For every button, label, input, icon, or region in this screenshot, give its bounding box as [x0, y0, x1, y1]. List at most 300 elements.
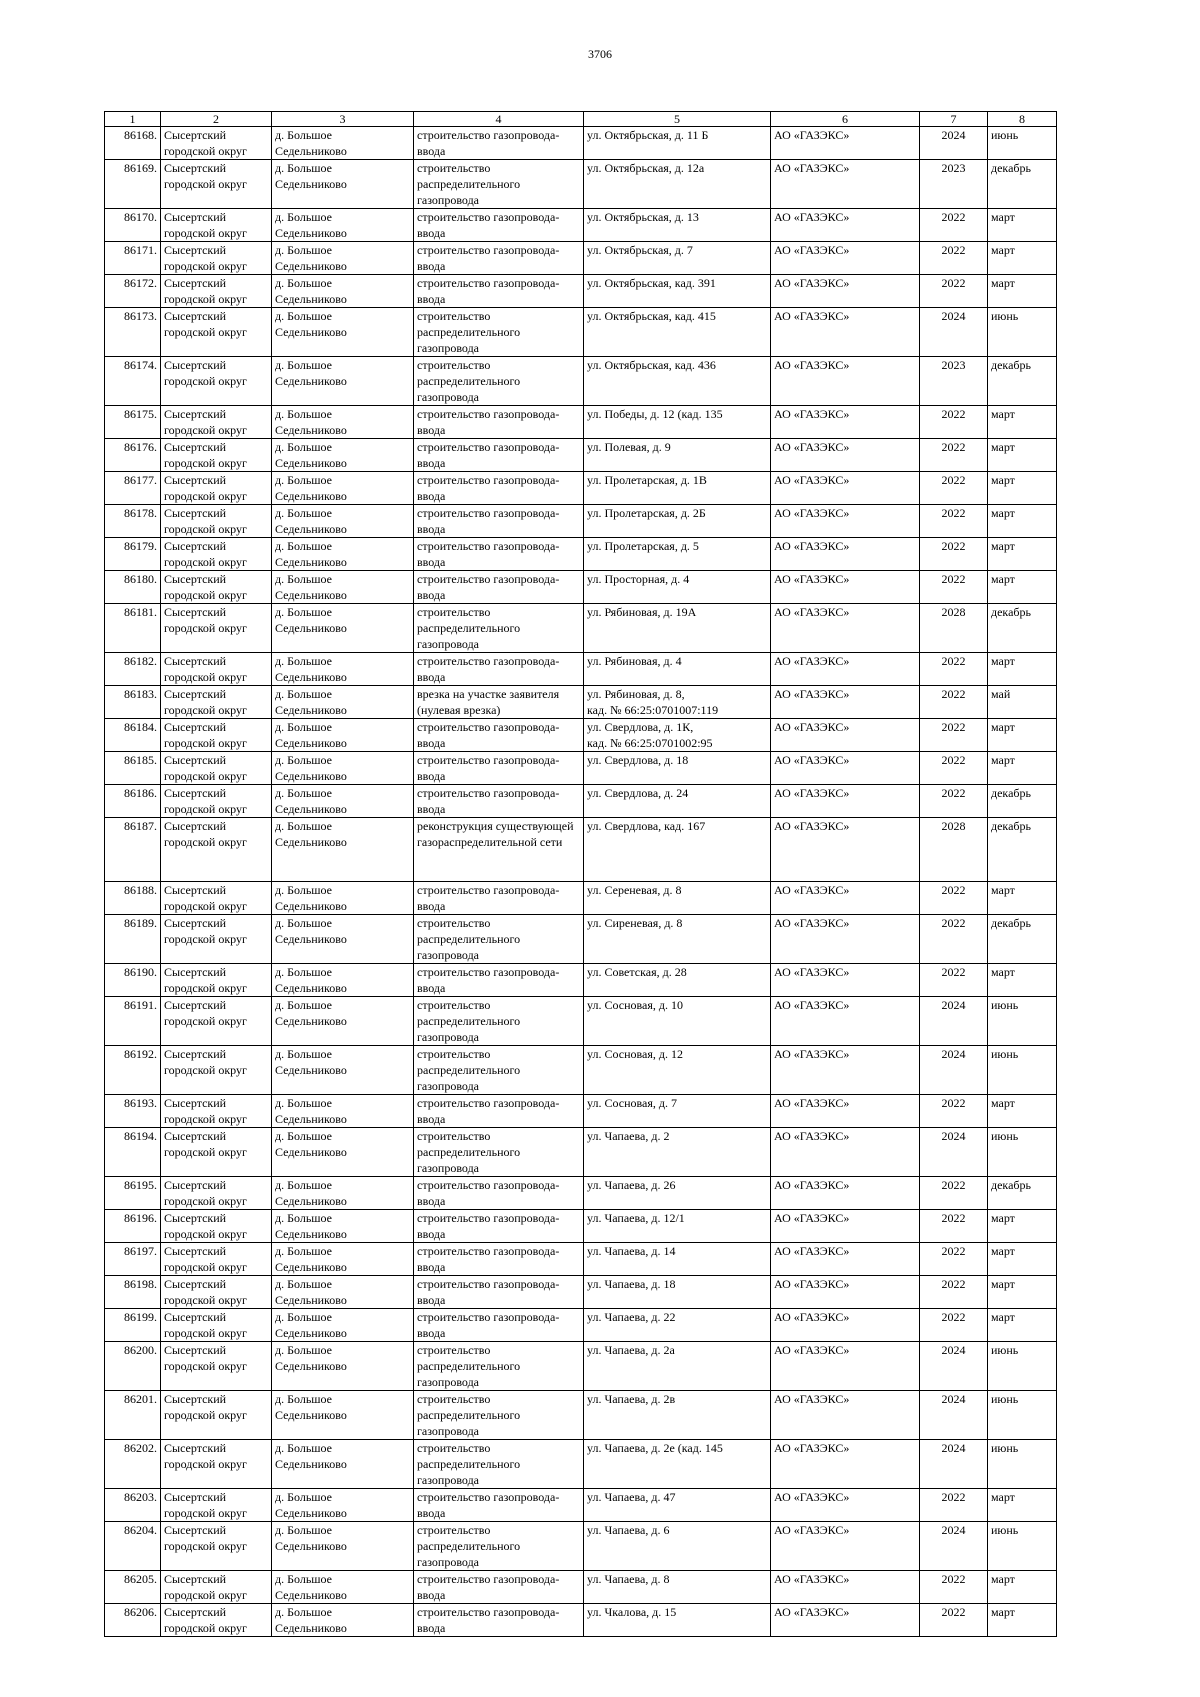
district-cell	[161, 1391, 272, 1440]
year-cell: 2022	[920, 882, 988, 915]
district-cell-line: Сысертский	[164, 506, 227, 520]
address-cell-line: ул. Сосновая, д. 10	[587, 998, 683, 1012]
month-cell: март	[988, 242, 1057, 275]
district-cell-line: городской округ	[164, 1359, 247, 1373]
work-type-cell	[414, 505, 584, 538]
organization-cell: АО «ГАЗЭКС»	[771, 571, 920, 604]
table-row	[105, 308, 1057, 357]
table-row	[105, 1276, 1057, 1309]
district-cell	[161, 1440, 272, 1489]
organization-cell: АО «ГАЗЭКС»	[771, 538, 920, 571]
organization-cell: АО «ГАЗЭКС»	[771, 752, 920, 785]
address-cell-line: ул. Чапаева, д. 6	[587, 1523, 670, 1537]
work-type-cell-line: ввода	[417, 489, 446, 503]
district-cell-line: Сысертский	[164, 1343, 227, 1357]
work-type-cell	[414, 1522, 584, 1571]
month-cell: март	[988, 653, 1057, 686]
district-cell	[161, 882, 272, 915]
address-cell	[584, 1128, 771, 1177]
settlement-cell-line: Седельниково	[275, 325, 347, 339]
work-type-cell	[414, 752, 584, 785]
organization-cell: АО «ГАЗЭКС»	[771, 785, 920, 818]
work-type-cell-line: строительство газопровода-	[417, 506, 560, 520]
month-cell: март	[988, 538, 1057, 571]
organization-cell: АО «ГАЗЭКС»	[771, 1276, 920, 1309]
settlement-cell-line: Седельниково	[275, 1014, 347, 1028]
work-type-cell	[414, 1177, 584, 1210]
address-cell-line: ул. Октябрьская, д. 13	[587, 210, 699, 224]
column-header: 4	[414, 112, 584, 127]
settlement-cell-line: д. Большое	[275, 687, 333, 701]
settlement-cell-line: д. Большое	[275, 572, 333, 586]
address-cell	[584, 209, 771, 242]
month-cell: март	[988, 406, 1057, 439]
year-cell: 2022	[920, 439, 988, 472]
settlement-cell-line: Седельниково	[275, 736, 347, 750]
month-cell: июнь	[988, 127, 1057, 160]
work-type-cell	[414, 571, 584, 604]
organization-cell: АО «ГАЗЭКС»	[771, 308, 920, 357]
settlement-cell-line: Седельниково	[275, 1408, 347, 1422]
table-row	[105, 964, 1057, 997]
row-number: 86182.	[105, 653, 161, 686]
month-cell: июнь	[988, 997, 1057, 1046]
district-cell	[161, 1309, 272, 1342]
settlement-cell	[272, 406, 414, 439]
year-cell: 2024	[920, 308, 988, 357]
settlement-cell	[272, 964, 414, 997]
month-cell: март	[988, 1309, 1057, 1342]
district-cell-line: городской округ	[164, 1506, 247, 1520]
address-cell	[584, 1391, 771, 1440]
address-cell-line: ул. Чапаева, д. 18	[587, 1277, 676, 1291]
address-cell-line: ул. Октябрьская, д. 12а	[587, 161, 705, 175]
settlement-cell-line: д. Большое	[275, 407, 333, 421]
work-type-cell-line: строительство газопровода-	[417, 128, 560, 142]
settlement-cell-line: д. Большое	[275, 440, 333, 454]
work-type-cell	[414, 882, 584, 915]
address-cell	[584, 997, 771, 1046]
work-type-cell	[414, 160, 584, 209]
work-type-cell-line: ввода	[417, 1112, 446, 1126]
district-cell-line: Сысертский	[164, 1490, 227, 1504]
district-cell	[161, 242, 272, 275]
settlement-cell-line: Седельниково	[275, 1063, 347, 1077]
settlement-cell-line: Седельниково	[275, 1227, 347, 1241]
row-number: 86191.	[105, 997, 161, 1046]
district-cell	[161, 1046, 272, 1095]
work-type-cell-line: строительство	[417, 1343, 491, 1357]
work-type-cell-line: ввода	[417, 670, 446, 684]
address-cell	[584, 357, 771, 406]
month-cell: июнь	[988, 1522, 1057, 1571]
year-cell: 2024	[920, 997, 988, 1046]
table-row	[105, 1210, 1057, 1243]
settlement-cell-line: д. Большое	[275, 276, 333, 290]
address-cell-line: ул. Чапаева, д. 8	[587, 1572, 670, 1586]
district-cell-line: Сысертский	[164, 1277, 227, 1291]
table-row	[105, 439, 1057, 472]
settlement-cell-line: Седельниково	[275, 1326, 347, 1340]
work-type-cell	[414, 686, 584, 719]
address-cell-line: ул. Октябрьская, кад. 436	[587, 358, 716, 372]
address-cell	[584, 472, 771, 505]
row-number: 86190.	[105, 964, 161, 997]
district-cell-line: городской округ	[164, 1260, 247, 1274]
district-cell	[161, 472, 272, 505]
year-cell: 2024	[920, 1342, 988, 1391]
address-cell-line: ул. Полевая, д. 9	[587, 440, 671, 454]
work-type-cell-line: строительство газопровода-	[417, 1277, 560, 1291]
organization-cell: АО «ГАЗЭКС»	[771, 997, 920, 1046]
address-cell	[584, 1440, 771, 1489]
table-row	[105, 127, 1057, 160]
month-cell: март	[988, 1571, 1057, 1604]
address-cell-line: ул. Рябиновая, д. 4	[587, 654, 682, 668]
settlement-cell	[272, 1604, 414, 1637]
row-number: 86179.	[105, 538, 161, 571]
district-cell-line: Сысертский	[164, 161, 227, 175]
district-cell-line: Сысертский	[164, 1441, 227, 1455]
work-type-cell-line: строительство газопровода-	[417, 1211, 560, 1225]
row-number: 86177.	[105, 472, 161, 505]
address-cell	[584, 1571, 771, 1604]
district-cell	[161, 209, 272, 242]
column-header: 8	[988, 112, 1057, 127]
row-number: 86188.	[105, 882, 161, 915]
work-type-cell	[414, 209, 584, 242]
district-cell-line: Сысертский	[164, 210, 227, 224]
year-cell: 2022	[920, 406, 988, 439]
row-number: 86178.	[105, 505, 161, 538]
address-cell-line: ул. Чапаева, д. 2	[587, 1129, 670, 1143]
address-cell	[584, 571, 771, 604]
work-type-cell-line: строительство	[417, 998, 491, 1012]
month-cell: июнь	[988, 1391, 1057, 1440]
address-cell-line: ул. Чкалова, д. 15	[587, 1605, 677, 1619]
district-cell-line: Сысертский	[164, 440, 227, 454]
district-cell-line: Сысертский	[164, 605, 227, 619]
organization-cell: АО «ГАЗЭКС»	[771, 719, 920, 752]
column-header: 2	[161, 112, 272, 127]
month-cell: март	[988, 752, 1057, 785]
settlement-cell-line: Седельниково	[275, 932, 347, 946]
work-type-cell-line: ввода	[417, 899, 446, 913]
district-cell-line: Сысертский	[164, 572, 227, 586]
work-type-cell-line: распределительного	[417, 1063, 521, 1077]
work-type-cell	[414, 719, 584, 752]
work-type-cell	[414, 604, 584, 653]
address-cell-line: ул. Октябрьская, кад. 391	[587, 276, 716, 290]
work-type-cell-line: реконструкция существующей	[417, 819, 574, 833]
table-row	[105, 686, 1057, 719]
settlement-cell	[272, 686, 414, 719]
work-type-cell	[414, 472, 584, 505]
work-type-cell	[414, 1440, 584, 1489]
district-cell-line: Сысертский	[164, 819, 227, 833]
organization-cell: АО «ГАЗЭКС»	[771, 160, 920, 209]
address-cell	[584, 686, 771, 719]
district-cell-line: Сысертский	[164, 1605, 227, 1619]
work-type-cell	[414, 1210, 584, 1243]
settlement-cell	[272, 1342, 414, 1391]
address-cell	[584, 308, 771, 357]
year-cell: 2022	[920, 1243, 988, 1276]
settlement-cell-line: д. Большое	[275, 243, 333, 257]
organization-cell: АО «ГАЗЭКС»	[771, 1128, 920, 1177]
district-cell-line: Сысертский	[164, 309, 227, 323]
settlement-cell-line: Седельниково	[275, 292, 347, 306]
district-cell-line: Сысертский	[164, 1178, 227, 1192]
year-cell: 2022	[920, 571, 988, 604]
address-cell-line: ул. Рябиновая, д. 8,	[587, 687, 685, 701]
year-cell: 2023	[920, 357, 988, 406]
work-type-cell-line: строительство газопровода-	[417, 883, 560, 897]
column-header: 6	[771, 112, 920, 127]
work-type-cell-line: строительство газопровода-	[417, 753, 560, 767]
year-cell: 2022	[920, 915, 988, 964]
work-type-cell-line: газопровода	[417, 637, 480, 651]
month-cell: март	[988, 505, 1057, 538]
organization-cell: АО «ГАЗЭКС»	[771, 882, 920, 915]
district-cell-line: городской округ	[164, 555, 247, 569]
settlement-cell	[272, 538, 414, 571]
settlement-cell-line: Седельниково	[275, 489, 347, 503]
district-cell-line: Сысертский	[164, 276, 227, 290]
month-cell: декабрь	[988, 357, 1057, 406]
district-cell	[161, 1342, 272, 1391]
work-type-cell-line: ввода	[417, 1293, 446, 1307]
row-number: 86201.	[105, 1391, 161, 1440]
district-cell-line: Сысертский	[164, 687, 227, 701]
district-cell-line: городской округ	[164, 1293, 247, 1307]
settlement-cell-line: Седельниково	[275, 374, 347, 388]
work-type-cell-line: (нулевая врезка)	[417, 703, 501, 717]
table-row	[105, 785, 1057, 818]
settlement-cell-line: д. Большое	[275, 1572, 333, 1586]
district-cell	[161, 785, 272, 818]
row-number: 86203.	[105, 1489, 161, 1522]
settlement-cell-line: д. Большое	[275, 161, 333, 175]
settlement-cell	[272, 752, 414, 785]
table-row	[105, 1604, 1057, 1637]
district-cell	[161, 653, 272, 686]
address-cell-line: ул. Просторная, д. 4	[587, 572, 690, 586]
settlement-cell-line: Седельниково	[275, 621, 347, 635]
work-type-cell-line: газопровода	[417, 1030, 480, 1044]
address-cell-line: ул. Пролетарская, д. 2Б	[587, 506, 706, 520]
address-cell	[584, 719, 771, 752]
district-cell-line: Сысертский	[164, 916, 227, 930]
address-cell	[584, 785, 771, 818]
district-cell-line: Сысертский	[164, 1211, 227, 1225]
work-type-cell-line: ввода	[417, 802, 446, 816]
address-cell	[584, 1309, 771, 1342]
settlement-cell	[272, 242, 414, 275]
row-number: 86193.	[105, 1095, 161, 1128]
year-cell: 2024	[920, 1391, 988, 1440]
work-type-cell-line: газопровода	[417, 1424, 480, 1438]
organization-cell: АО «ГАЗЭКС»	[771, 505, 920, 538]
address-cell-line: ул. Сиреневая, д. 8	[587, 916, 683, 930]
settlement-cell	[272, 308, 414, 357]
settlement-cell-line: д. Большое	[275, 1244, 333, 1258]
work-type-cell-line: ввода	[417, 423, 446, 437]
row-number: 86192.	[105, 1046, 161, 1095]
district-cell	[161, 505, 272, 538]
month-cell: март	[988, 1243, 1057, 1276]
work-type-cell-line: газопровода	[417, 341, 480, 355]
address-cell-line: кад. № 66:25:0701002:95	[587, 736, 713, 750]
district-cell	[161, 275, 272, 308]
row-number: 86169.	[105, 160, 161, 209]
year-cell: 2024	[920, 1522, 988, 1571]
month-cell: март	[988, 1489, 1057, 1522]
work-type-cell-line: ввода	[417, 555, 446, 569]
work-type-cell	[414, 538, 584, 571]
work-type-cell-line: строительство	[417, 1523, 491, 1537]
work-type-cell-line: распределительного	[417, 177, 521, 191]
settlement-cell-line: д. Большое	[275, 1211, 333, 1225]
work-type-cell-line: строительство газопровода-	[417, 539, 560, 553]
address-cell	[584, 1095, 771, 1128]
work-type-cell-line: газопровода	[417, 948, 480, 962]
work-type-cell-line: строительство	[417, 1047, 491, 1061]
work-type-cell-line: строительство газопровода-	[417, 1244, 560, 1258]
settlement-cell-line: д. Большое	[275, 1178, 333, 1192]
district-cell-line: Сысертский	[164, 407, 227, 421]
work-type-cell-line: распределительного	[417, 1408, 521, 1422]
settlement-cell-line: Седельниково	[275, 1588, 347, 1602]
settlement-cell-line: д. Большое	[275, 1392, 333, 1406]
row-number: 86168.	[105, 127, 161, 160]
settlement-cell-line: Седельниково	[275, 1506, 347, 1520]
settlement-cell-line: д. Большое	[275, 210, 333, 224]
work-type-cell-line: строительство газопровода-	[417, 1096, 560, 1110]
work-type-cell-line: распределительного	[417, 1359, 521, 1373]
settlement-cell-line: Седельниково	[275, 588, 347, 602]
address-cell-line: ул. Чапаева, д. 26	[587, 1178, 676, 1192]
address-cell-line: ул. Чапаева, д. 12/1	[587, 1211, 685, 1225]
row-number: 86202.	[105, 1440, 161, 1489]
district-cell	[161, 308, 272, 357]
work-type-cell-line: распределительного	[417, 1457, 521, 1471]
settlement-cell	[272, 505, 414, 538]
settlement-cell-line: Седельниково	[275, 1194, 347, 1208]
month-cell: март	[988, 882, 1057, 915]
work-type-cell	[414, 997, 584, 1046]
year-cell: 2022	[920, 1177, 988, 1210]
address-cell-line: ул. Свердлова, д. 1К,	[587, 720, 694, 734]
settlement-cell	[272, 1522, 414, 1571]
month-cell: март	[988, 571, 1057, 604]
table-row	[105, 1128, 1057, 1177]
month-cell: март	[988, 1604, 1057, 1637]
address-cell-line: ул. Чапаева, д. 14	[587, 1244, 676, 1258]
district-cell	[161, 538, 272, 571]
table-row	[105, 1522, 1057, 1571]
work-type-cell-line: распределительного	[417, 374, 521, 388]
year-cell: 2022	[920, 242, 988, 275]
row-number: 86175.	[105, 406, 161, 439]
district-cell	[161, 406, 272, 439]
settlement-cell-line: Седельниково	[275, 1293, 347, 1307]
settlement-cell-line: Седельниково	[275, 899, 347, 913]
district-cell-line: Сысертский	[164, 1096, 227, 1110]
district-cell-line: городской округ	[164, 423, 247, 437]
work-type-cell-line: ввода	[417, 1588, 446, 1602]
address-cell-line: ул. Свердлова, д. 18	[587, 753, 689, 767]
month-cell: март	[988, 1095, 1057, 1128]
work-type-cell-line: строительство газопровода-	[417, 440, 560, 454]
organization-cell: АО «ГАЗЭКС»	[771, 1391, 920, 1440]
address-cell-line: ул. Пролетарская, д. 5	[587, 539, 699, 553]
settlement-cell-line: Седельниково	[275, 769, 347, 783]
settlement-cell	[272, 1440, 414, 1489]
district-cell-line: городской округ	[164, 802, 247, 816]
district-cell-line: Сысертский	[164, 883, 227, 897]
settlement-cell	[272, 1309, 414, 1342]
settlement-cell	[272, 571, 414, 604]
settlement-cell	[272, 357, 414, 406]
table-row	[105, 915, 1057, 964]
work-type-cell	[414, 357, 584, 406]
district-cell-line: городской округ	[164, 177, 247, 191]
address-cell-line: ул. Свердлова, кад. 167	[587, 819, 706, 833]
year-cell: 2022	[920, 1095, 988, 1128]
district-cell-line: городской округ	[164, 703, 247, 717]
month-cell: март	[988, 719, 1057, 752]
settlement-cell-line: Седельниково	[275, 226, 347, 240]
work-type-cell-line: врезка на участке заявителя	[417, 687, 560, 701]
settlement-cell-line: Седельниково	[275, 259, 347, 273]
row-number: 86197.	[105, 1243, 161, 1276]
table-row	[105, 1391, 1057, 1440]
settlement-cell-line: д. Большое	[275, 1523, 333, 1537]
organization-cell: АО «ГАЗЭКС»	[771, 242, 920, 275]
year-cell: 2022	[920, 275, 988, 308]
settlement-cell-line: д. Большое	[275, 605, 333, 619]
district-cell-line: Сысертский	[164, 358, 227, 372]
district-cell	[161, 1095, 272, 1128]
row-number: 86174.	[105, 357, 161, 406]
organization-cell: АО «ГАЗЭКС»	[771, 653, 920, 686]
address-cell-line: ул. Чапаева, д. 22	[587, 1310, 676, 1324]
organization-cell: АО «ГАЗЭКС»	[771, 1309, 920, 1342]
year-cell: 2022	[920, 1489, 988, 1522]
work-type-cell-line: ввода	[417, 226, 446, 240]
work-type-cell-line: строительство газопровода-	[417, 243, 560, 257]
settlement-cell	[272, 1128, 414, 1177]
settlement-cell-line: д. Большое	[275, 1310, 333, 1324]
month-cell: июнь	[988, 1046, 1057, 1095]
district-cell	[161, 1571, 272, 1604]
address-cell	[584, 1276, 771, 1309]
district-cell-line: городской округ	[164, 325, 247, 339]
year-cell: 2022	[920, 653, 988, 686]
district-cell-line: Сысертский	[164, 965, 227, 979]
work-type-cell-line: распределительного	[417, 325, 521, 339]
row-number: 86200.	[105, 1342, 161, 1391]
settlement-cell-line: Седельниково	[275, 981, 347, 995]
work-type-cell-line: строительство	[417, 161, 491, 175]
address-cell-line: ул. Советская, д. 28	[587, 965, 687, 979]
organization-cell: АО «ГАЗЭКС»	[771, 818, 920, 882]
address-cell	[584, 915, 771, 964]
district-cell-line: городской округ	[164, 1145, 247, 1159]
work-type-cell-line: строительство газопровода-	[417, 720, 560, 734]
settlement-cell-line: д. Большое	[275, 506, 333, 520]
